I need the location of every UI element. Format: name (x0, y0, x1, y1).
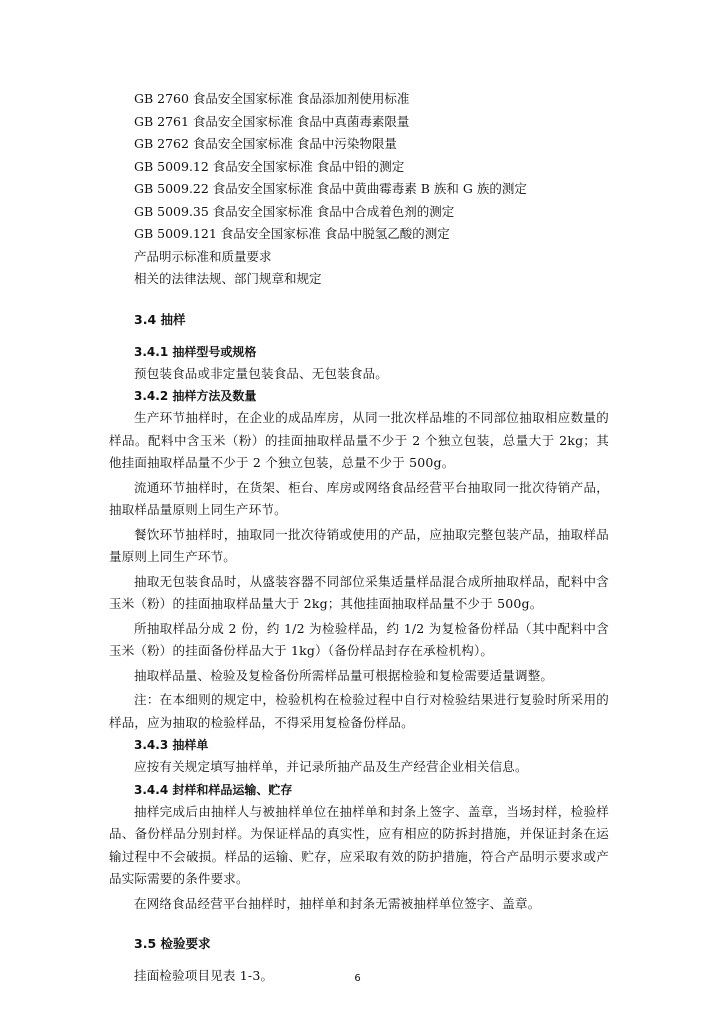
standard-item: GB 5009.35 食品安全国家标准 食品中合成着色剂的测定 (134, 203, 455, 219)
paragraph: 在网络食品经营平台抽样时，抽样单和封条无需被抽样单位签字、盖章。 (134, 895, 541, 911)
paragraph: 所抽取样品分成 2 份，约 1/2 为检验样品，约 1/2 为复检备份样品（其中配料中含玉米（粉）的挂面备份样品大于 1kg）（备份样品封存在承检机构）。 (109, 620, 609, 658)
page-number: 6 (354, 973, 361, 984)
paragraph: 应按有关规定填写抽样单，并记录所抽产品及生产经营企业相关信息。 (134, 759, 528, 774)
paragraph: 预包装食品或非定量包装食品、无包装食品。 (134, 365, 389, 381)
subsection-heading-3-4-1: 3.4.1 抽样型号或规格 (134, 344, 257, 359)
standards-list (109, 88, 609, 246)
subsection-heading-3-4-3: 3.4.3 抽样单 (134, 738, 209, 752)
section-heading-3-5: 3.5 检验要求 (134, 936, 211, 951)
subsection-heading-3-4-4: 3.4.4 封样和样品运输、贮存 (134, 782, 293, 797)
section-heading-3-4: 3.4 抽样 (134, 311, 186, 327)
paragraph: 抽取样品量、检验及复检备份所需样品量可根据检验和复检需要适量调整。 (134, 667, 554, 683)
page-content (109, 88, 609, 988)
standard-item: GB 5009.22 食品安全国家标准 食品中黄曲霉毒素 B 族和 G 族的测定 (134, 181, 527, 196)
note-paragraph: 注：在本细则的规定中，检验机构在检验过程中自行对检验结果进行复验时所采用的样品，应为抽取的检验样品，不得采用复检备份样品。 (109, 692, 609, 730)
paragraph: 抽取无包装食品时，从盛装容器不同部位采集适量样品混合成所抽取样品，配料中含玉米（粉）的挂面抽取样品量大于 2kg；其他挂面抽取样品量不少于 500g。 (109, 573, 609, 611)
paragraph: 挂面检验项目见表 1-3。 (134, 968, 274, 983)
paragraph: 生产环节抽样时，在企业的成品库房，从同一批次样品堆的不同部位抽取相应数量的样品。配料中含玉米（粉）的挂面抽取样品量不少于 2 个独立包装，总量大于 2kg；其他挂面抽取样品量不少于 2 个独立包装，总量不少于 500g。 (109, 410, 609, 470)
standard-item: GB 2760 食品安全国家标准 食品添加剂使用标准 (134, 91, 410, 106)
subsection-heading-3-4-2: 3.4.2 抽样方法及数量 (134, 389, 257, 403)
standard-item: GB 2762 食品安全国家标准 食品中污染物限量 (134, 136, 397, 151)
standard-item: GB 5009.12 食品安全国家标准 食品中铅的测定 (134, 158, 405, 174)
standard-item: GB 5009.121 食品安全国家标准 食品中脱氢乙酸的测定 (134, 226, 450, 241)
paragraph: 餐饮环节抽样时，抽取同一批次待销或使用的产品，应抽取完整包装产品，抽取样品量原则上同生产环节。 (109, 526, 609, 564)
paragraph: 流通环节抽样时，在货架、柜台、库房或网络食品经营平台抽取同一批次待销产品，抽取样品量原则上同生产环节。 (109, 479, 609, 517)
reference-line: 产品明示标准和质量要求 (134, 248, 272, 264)
reference-line: 相关的法律法规、部门规章和规定 (134, 271, 322, 286)
standard-item: GB 2761 食品安全国家标准 食品中真菌毒素限量 (134, 113, 410, 129)
paragraph: 抽样完成后由抽样人与被抽样单位在抽样单和封条上签字、盖章，当场封样，检验样品、备份样品分别封样。为保证样品的真实性，应有相应的防拆封措施，并保证封条在运输过程中不会破损。样品的运输、贮存，应采取有效的防护措施，符合产品明示要求或产品实际需要的条件要求。 (109, 803, 609, 886)
